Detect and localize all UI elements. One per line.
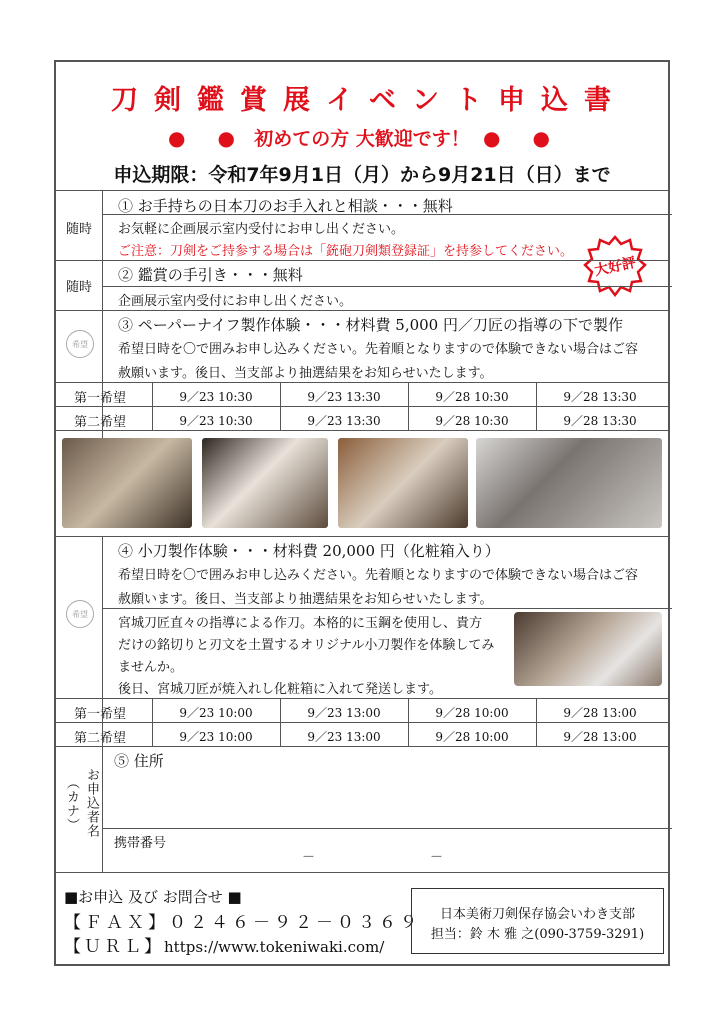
phone-dash: －: [430, 850, 444, 865]
section1-note: ご注意：刀剣をご持参する場合は「銃砲刀剣類登録証」を持参してください。: [118, 244, 574, 259]
divider: [102, 214, 672, 215]
workshop-photo: [338, 438, 468, 528]
section4-heading: ④ 小刀製作体験・・・材料費 20,000 円（化粧箱入り）: [118, 542, 500, 560]
divider: [56, 382, 668, 383]
section4-desc: 宮城刀匠直々の指導による作刀。本格的に玉鋼を使用し、貴方: [118, 616, 483, 631]
time-slot[interactable]: 9／28 13:30: [563, 390, 637, 404]
first-choice-label: 第一希望: [74, 707, 127, 722]
phone-dash: －: [302, 850, 316, 865]
time-slot[interactable]: 9／28 10:30: [435, 414, 509, 428]
form-title: 刀剣鑑賞展イベント申込書: [111, 85, 627, 116]
divider: [56, 190, 668, 191]
time-slot[interactable]: 9／28 10:30: [435, 390, 509, 404]
section4-text-line1: 希望日時を〇で囲みお申し込みください。先着順となりますので体験できない場合はご容: [118, 568, 639, 583]
divider: [56, 406, 668, 407]
time-slot[interactable]: 9／28 10:00: [435, 730, 509, 744]
hope-mark: 希望: [66, 330, 94, 358]
fax-label: 【ＦＡＸ】: [64, 913, 169, 933]
kana-label: （カナ）: [64, 776, 79, 832]
section2-side-label: 随時: [66, 280, 93, 295]
divider: [56, 698, 668, 699]
application-form: [54, 60, 670, 966]
divider: [56, 746, 668, 747]
applicant-name-label: お申込者名: [84, 768, 99, 838]
first-choice-label: 第一希望: [74, 391, 127, 406]
time-slot[interactable]: 9／23 10:00: [179, 730, 253, 744]
section3-text-line1: 希望日時を〇で囲みお申し込みください。先着順となりますので体験できない場合はご容: [118, 342, 639, 357]
time-slot[interactable]: 9／23 10:30: [179, 414, 253, 428]
stamp-text: 大好評: [593, 254, 638, 280]
workshop-photo: [202, 438, 328, 528]
time-slot[interactable]: 9／23 13:00: [307, 730, 381, 744]
time-slot[interactable]: 9／23 13:30: [307, 390, 381, 404]
second-choice-label: 第二希望: [74, 415, 127, 430]
section1-side-label: 随時: [66, 222, 93, 237]
address-field[interactable]: [176, 762, 656, 822]
divider: [102, 746, 103, 872]
website-link[interactable]: https://www.tokeniwaki.com/: [164, 938, 385, 956]
divider: [102, 828, 672, 829]
popular-stamp: [583, 234, 647, 298]
section1-text: お気軽に企画展示室内受付にお申し出ください。: [118, 222, 405, 237]
time-slot[interactable]: 9／28 13:00: [563, 730, 637, 744]
time-slot[interactable]: 9／23 10:30: [179, 390, 253, 404]
blade-photo: [514, 612, 662, 686]
time-slot[interactable]: 9／23 13:00: [307, 706, 381, 720]
section4-desc: ませんか。: [118, 660, 184, 675]
organization-name: 日本美術刀剣保存協会いわき支部: [439, 907, 635, 922]
application-deadline: 申込期限：令和7年9月1日（月）から9月21日（日）まで: [113, 164, 611, 186]
divider: [102, 608, 672, 609]
divider: [56, 260, 668, 261]
section4-desc: だけの銘切りと刃文を土置するオリジナル小刀製作を体験してみ: [118, 638, 495, 653]
time-slot[interactable]: 9／23 13:30: [307, 414, 381, 428]
organization-box: [411, 888, 664, 954]
address-label: ⑤ 住所: [114, 752, 164, 770]
time-slot[interactable]: 9／28 13:30: [563, 414, 637, 428]
hope-mark: 希望: [66, 600, 94, 628]
divider: [56, 536, 668, 537]
divider: [56, 872, 668, 873]
section3-text-line2: 赦願います。後日、当支部より抽選結果をお知らせいたします。: [118, 366, 493, 381]
contact-heading: ■お申込 及び お問合せ ■: [64, 888, 242, 906]
divider: [102, 286, 672, 287]
time-slot[interactable]: 9／23 10:00: [179, 706, 253, 720]
section2-heading: ② 鑑賞の手引き・・・無料: [118, 266, 303, 284]
fax-line: [64, 908, 421, 933]
workshop-photo: [62, 438, 192, 528]
section4-text-line2: 赦願います。後日、当支部より抽選結果をお知らせいたします。: [118, 592, 493, 607]
welcome-text: 初めての方 大歓迎です！: [254, 128, 470, 150]
time-slot[interactable]: 9／28 10:00: [435, 706, 509, 720]
contact-person: 担当：鈴 木 雅 之(090-3759-3291): [430, 927, 645, 942]
divider: [56, 310, 668, 311]
dots-left: ● ●: [168, 126, 241, 150]
section2-text: 企画展示室内受付にお申し出ください。: [118, 294, 353, 309]
fax-number: ０２４６－９２－０３６９: [169, 913, 421, 933]
section3-heading: ③ ペーパーナイフ製作体験・・・材料費 5,000 円／刀匠の指導の下で製作: [118, 316, 623, 334]
divider: [56, 430, 668, 431]
section4-desc: 後日、宮城刀匠が焼入れし化粧箱に入れて発送します。: [118, 682, 442, 697]
time-slot[interactable]: 9／28 13:00: [563, 706, 637, 720]
phone-field[interactable]: [186, 832, 656, 868]
divider: [56, 722, 668, 723]
url-label: 【ＵＲＬ】: [64, 937, 164, 957]
exhibition-photo: [476, 438, 662, 528]
phone-label: 携帯番号: [114, 836, 167, 851]
second-choice-label: 第二希望: [74, 731, 127, 746]
dots-right: ● ●: [483, 126, 556, 150]
section1-heading: ① お手持ちの日本刀のお手入れと相談・・・無料: [118, 197, 453, 215]
welcome-banner: [56, 122, 668, 151]
url-line: [64, 932, 384, 957]
